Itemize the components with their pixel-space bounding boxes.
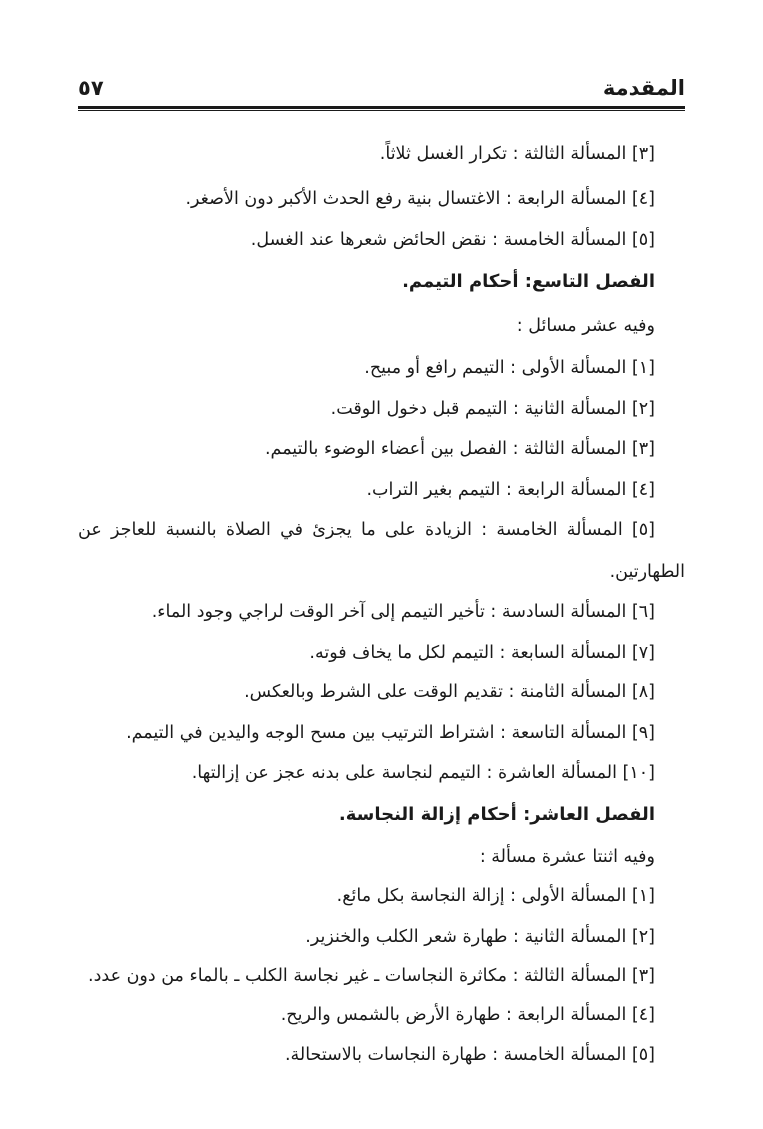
list-item: [٤] المسألة الرابعة : طهارة الأرض بالشمس والريح. xyxy=(280,1005,655,1025)
page-number: ٥٧ xyxy=(78,76,104,100)
section-heading: الفصل العاشر: أحكام إزالة النجاسة. xyxy=(338,804,655,825)
list-item: [١٠] المسألة العاشرة : التيمم لنجاسة على بدنه عجز عن إزالتها. xyxy=(191,763,655,783)
list-item: [٢] المسألة الثانية : التيمم قبل دخول الوقت. xyxy=(330,399,655,419)
list-item: [٩] المسألة التاسعة : اشتراط الترتيب بين مسح الوجه واليدين في التيمم. xyxy=(126,723,655,743)
page-header xyxy=(78,74,685,102)
list-item: [٨] المسألة الثامنة : تقديم الوقت على الشرط وبالعكس. xyxy=(244,682,655,702)
list-item: [٧] المسألة السابعة : التيمم لكل ما يخاف فوته. xyxy=(309,643,655,663)
list-item: [٣] المسألة الثالثة : تكرار الغسل ثلاثاً. xyxy=(379,144,655,164)
header-rule xyxy=(78,106,685,109)
list-item: [١] المسألة الأولى : التيمم رافع أو مبيح. xyxy=(364,358,655,378)
list-item: [٤] المسألة الرابعة : التيمم بغير التراب. xyxy=(366,480,655,500)
list-item: [٤] المسألة الرابعة : الاغتسال بنية رفع الحدث الأكبر دون الأصغر. xyxy=(185,189,655,209)
list-item: [١] المسألة الأولى : إزالة النجاسة بكل مائع. xyxy=(336,886,655,906)
list-item: [٣] المسألة الثالثة : مكاثرة النجاسات ـ غير نجاسة الكلب ـ بالماء من دون عدد. xyxy=(88,966,655,986)
section-intro: وفيه اثنتا عشرة مسألة : xyxy=(479,847,655,867)
list-item: [٥] المسألة الخامسة : الزيادة على ما يجزئ في الصلاة بالنسبة للعاجز عن xyxy=(78,520,655,540)
list-item: [٣] المسألة الثالثة : الفصل بين أعضاء الوضوء بالتيمم. xyxy=(264,439,655,459)
list-item: [٦] المسألة السادسة : تأخير التيمم إلى آخر الوقت لراجي وجود الماء. xyxy=(151,602,655,622)
section-heading: الفصل التاسع: أحكام التيمم. xyxy=(402,271,655,292)
header-rule-thin xyxy=(78,110,685,111)
list-item-continuation: الطهارتين. xyxy=(609,562,685,582)
section-intro: وفيه عشر مسائل : xyxy=(516,316,655,336)
list-item: [٥] المسألة الخامسة : نقض الحائض شعرها عند الغسل. xyxy=(250,230,655,250)
list-item: [٢] المسألة الثانية : طهارة شعر الكلب والخنزير. xyxy=(305,927,655,947)
list-item: [٥] المسألة الخامسة : طهارة النجاسات بالاستحالة. xyxy=(284,1045,655,1065)
running-title: المقدمة xyxy=(602,76,685,100)
